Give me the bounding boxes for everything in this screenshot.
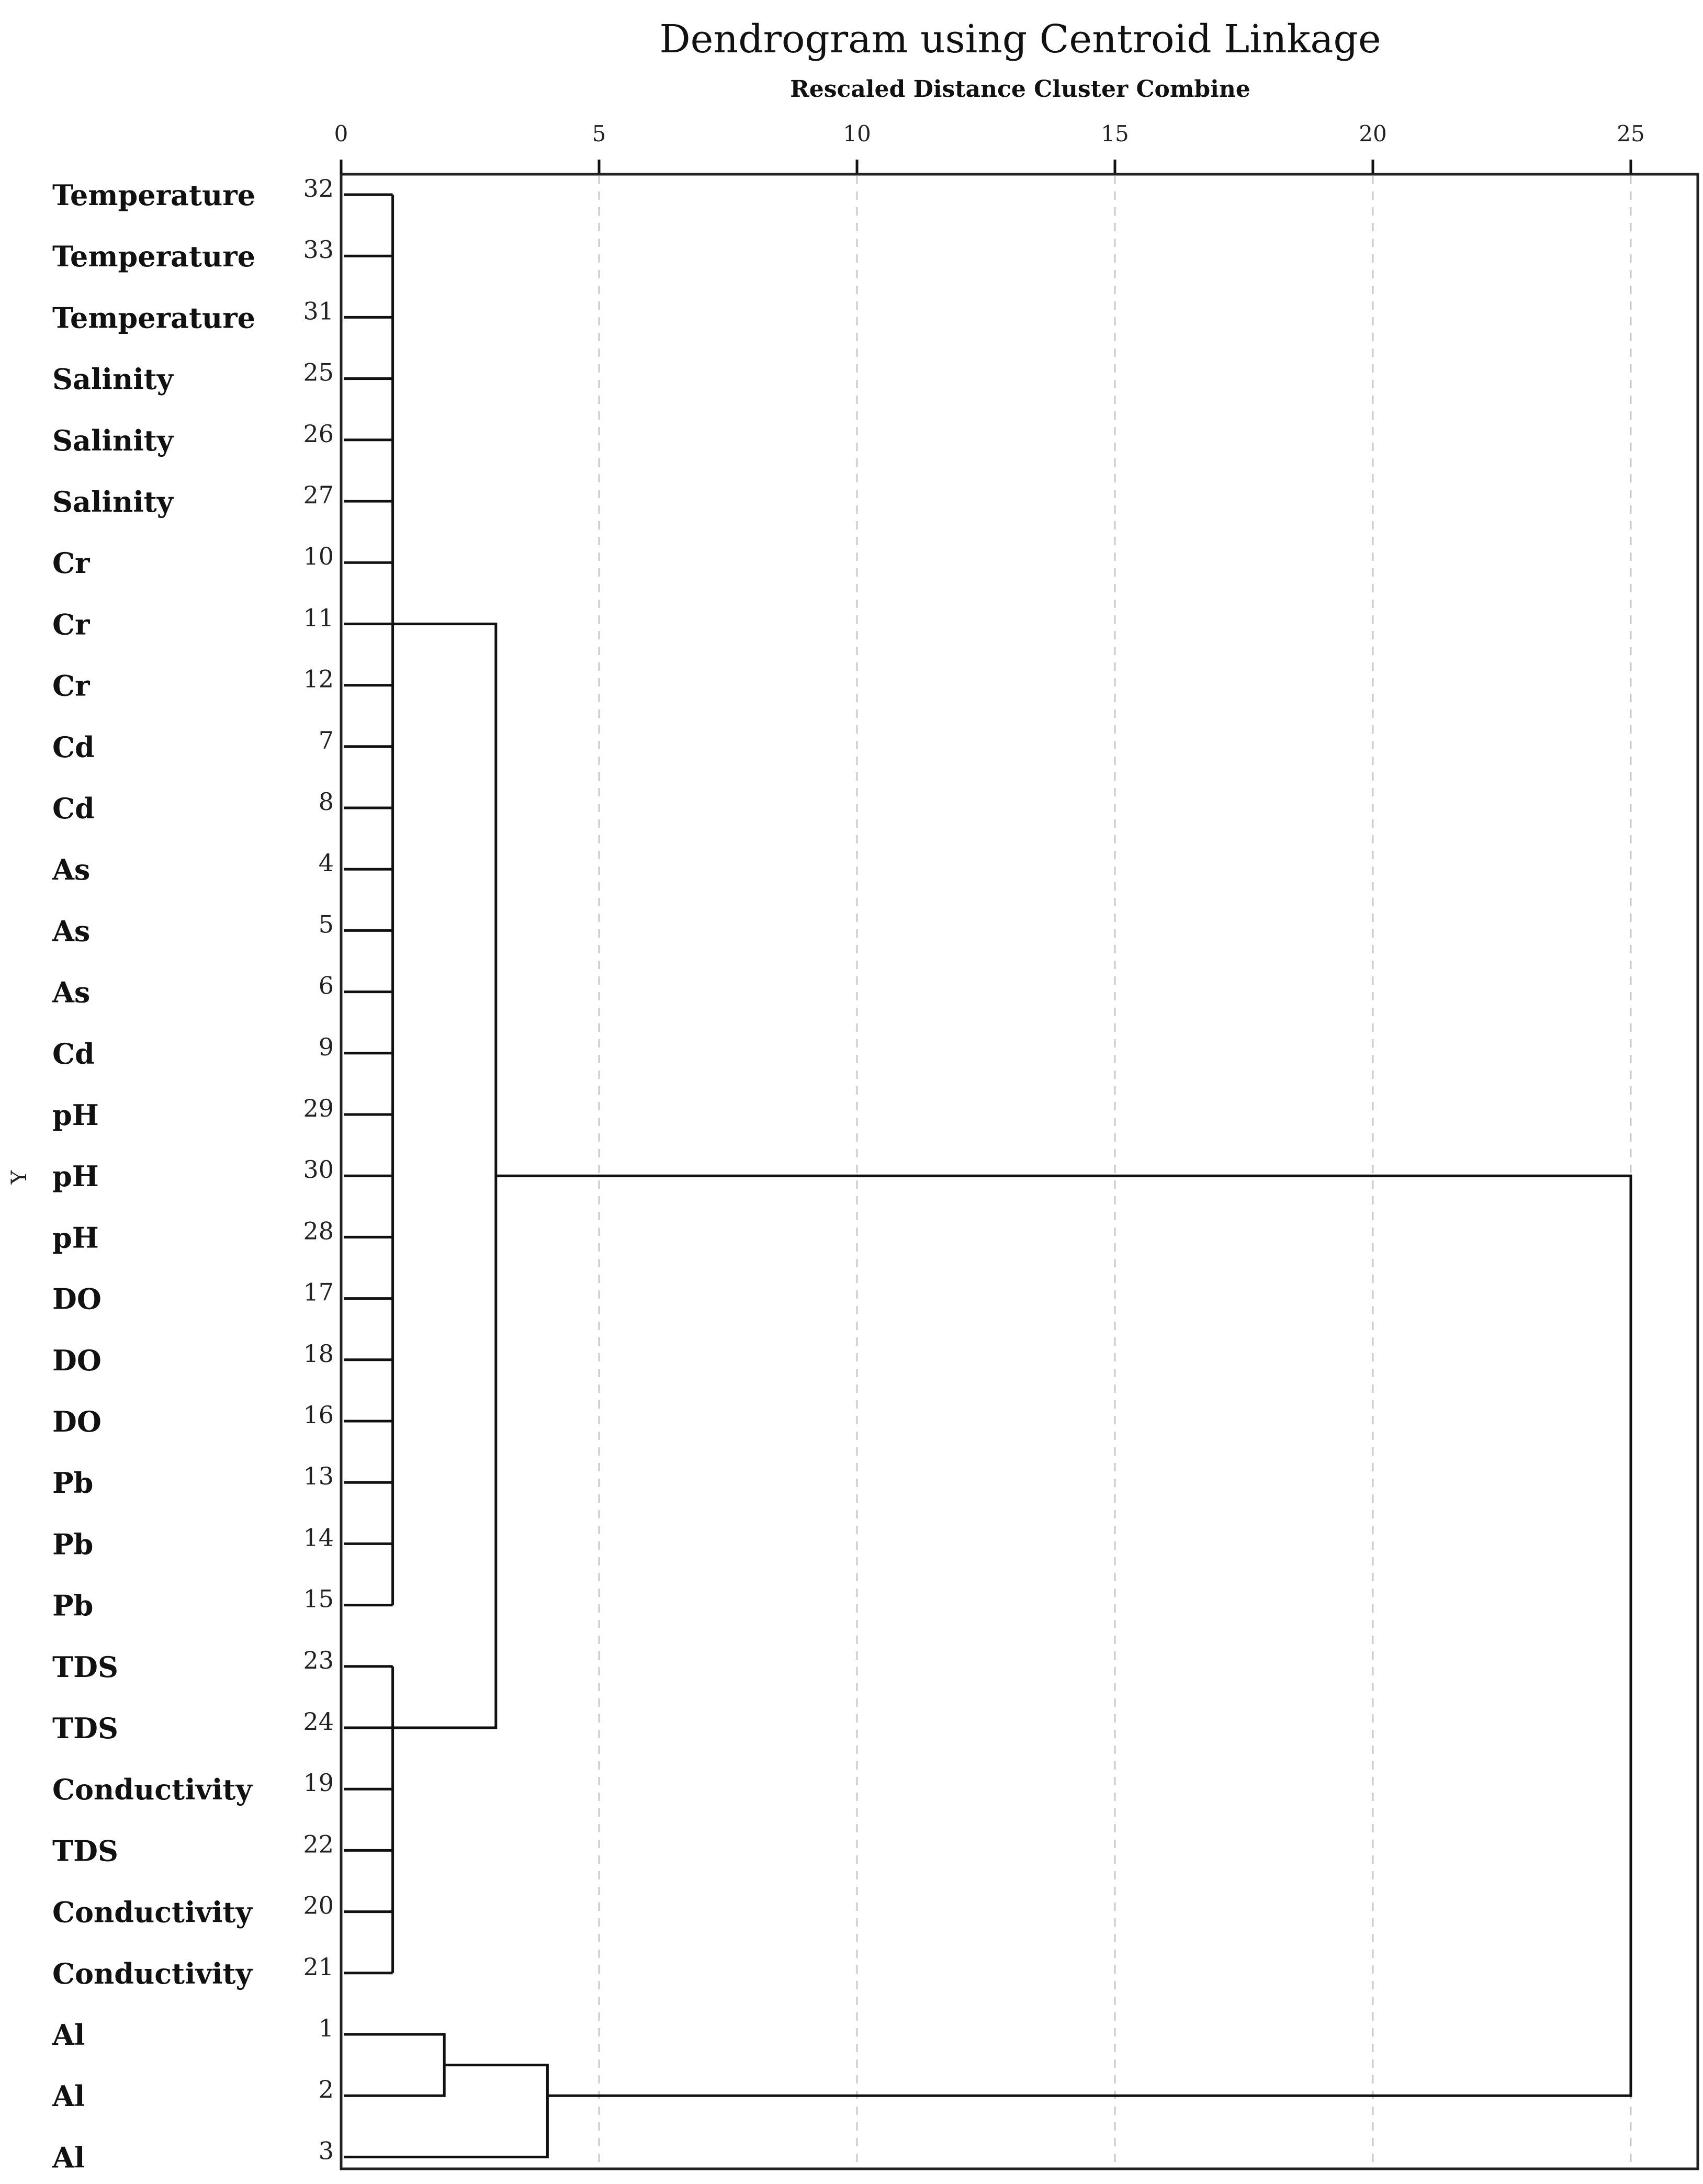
leaf-id: 13 [303,1462,334,1491]
leaf-id: 21 [303,1952,334,1981]
grid-lines [599,176,1631,2167]
leaf-id: 29 [303,1094,334,1122]
dendrogram-links [344,195,1631,2157]
leaf-label: Pb [52,1466,94,1500]
leaf-label: Temperature [52,240,256,274]
x-tick-label: 15 [1101,121,1129,147]
leaf-id: 17 [303,1278,334,1307]
leaf-label: pH [52,1098,99,1132]
leaf-label: Al [52,2018,85,2052]
leaf-id: 2 [318,2075,334,2104]
leaf-id: 18 [303,1339,334,1368]
leaf-label: DO [52,1405,101,1438]
leaf-label: Pb [52,1527,94,1561]
leaf-label: As [52,914,91,948]
leaf-label: Salinity [52,485,174,519]
chart-subtitle: Rescaled Distance Cluster Combine [790,76,1250,103]
leaf-label: Cr [52,607,90,641]
leaf-id: 20 [303,1891,334,1920]
leaf-label: Conductivity [52,1895,252,1929]
leaf-label: Al [52,2079,85,2113]
leaf-label: Cd [52,792,95,825]
leaf-label: TDS [52,1834,119,1868]
leaf-id: 14 [303,1523,334,1552]
merge-link [393,624,496,1728]
merge-link [496,1176,1631,2096]
leaf-id: 32 [303,174,334,202]
leaf-id: 1 [318,2014,334,2042]
leaf-labels [52,174,334,2174]
leaf-id: 27 [303,481,334,509]
x-axis-ticks [334,121,1645,174]
leaf-id: 30 [303,1155,334,1184]
leaf-label: Salinity [52,362,174,396]
leaf-id: 12 [303,665,334,693]
leaf-id: 8 [318,787,334,816]
leaf-id: 28 [303,1217,334,1245]
leaf-label: Conductivity [52,1956,252,1990]
x-tick-label: 5 [592,121,606,147]
leaf-id: 31 [303,297,334,325]
y-side-label: Y [7,1170,31,1185]
plot-frame [341,174,1698,2169]
leaf-id: 11 [303,603,334,632]
leaf-id: 24 [303,1707,334,1736]
leaf-label: DO [52,1282,101,1316]
leaf-id: 16 [303,1401,334,1429]
leaf-id: 5 [318,910,334,939]
leaf-label: Al [52,2141,85,2175]
leaf-label: As [52,853,91,887]
leaf-id: 23 [303,1646,334,1674]
leaf-label: pH [52,1159,99,1194]
leaf-id: 4 [318,849,334,877]
x-tick-label: 0 [334,121,348,147]
leaf-label: Conductivity [52,1773,252,1807]
leaf-label: Temperature [52,178,256,212]
leaf-label: Cr [52,669,90,703]
chart-title: Dendrogram using Centroid Linkage [659,17,1381,62]
x-tick-label: 25 [1617,121,1645,147]
leaf-label: Temperature [52,301,256,335]
leaf-id: 26 [303,419,334,448]
leaf-id: 25 [303,358,334,387]
leaf-label: Cd [52,1037,95,1071]
leaf-id: 10 [303,542,334,571]
leaf-label: Cr [52,546,90,580]
leaf-label: Salinity [52,423,174,457]
leaf-label: Cd [52,730,95,764]
leaf-id: 6 [318,971,334,1000]
leaf-label: As [52,975,91,1009]
leaf-label: Pb [52,1589,94,1623]
leaf-id: 7 [318,726,334,755]
leaf-id: 33 [303,235,334,264]
leaf-label: pH [52,1221,99,1255]
leaf-id: 3 [318,2136,334,2165]
leaf-id: 15 [303,1584,334,1613]
leaf-id: 9 [318,1032,334,1061]
leaf-id: 22 [303,1830,334,1859]
x-tick-label: 20 [1359,121,1387,147]
leaf-id: 19 [303,1769,334,1797]
x-tick-label: 10 [843,121,871,147]
leaf-label: TDS [52,1712,119,1745]
merge-link [344,2034,444,2096]
leaf-label: DO [52,1343,101,1377]
leaf-label: TDS [52,1650,119,1684]
